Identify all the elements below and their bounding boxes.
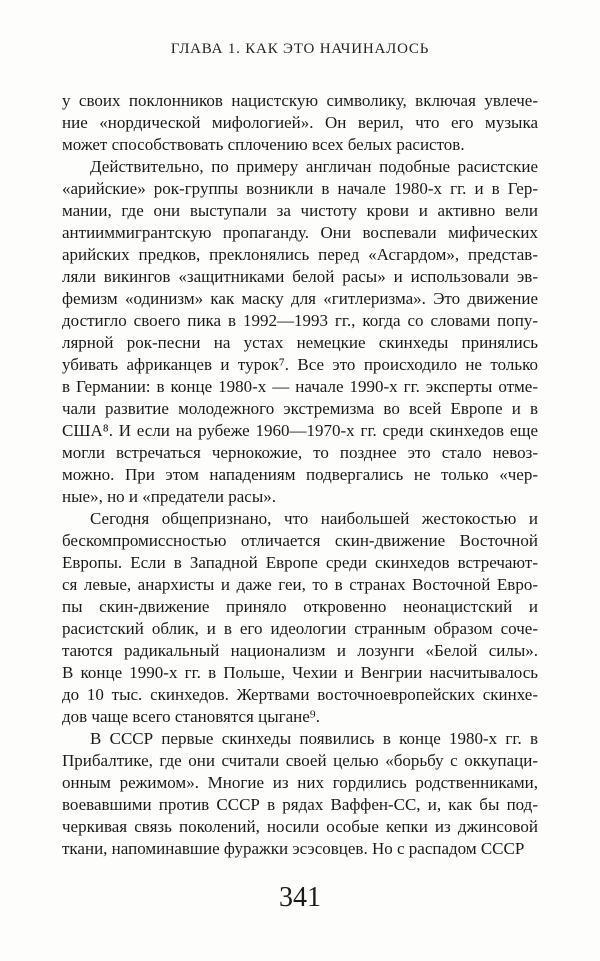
text-line: В СССР первые скинхеды появились в конце 1980-х гг. в (90, 729, 538, 748)
text-line: Прибалтике, где они считали своей целью «борьбу с оккупаци- (62, 751, 538, 770)
text-line: можно. При этом нападениям подвергались не только «чер- (62, 465, 538, 484)
text-line: арийских предков, преклонялись перед «Асгардом», представ- (62, 245, 538, 264)
text-line: могли встречаться чернокожие, то позднее это стало невоз- (62, 443, 538, 462)
text-line: США⁸. И если на рубеже 1960—1970-х гг. среди скинхедов еще (62, 421, 538, 440)
text-line: ткани, напоминавшие фуражки эсэсовцев. Но с распадом СССР (62, 839, 525, 858)
text-line: достигло своего пика в 1992—1993 гг., когда со словами попу- (62, 311, 538, 330)
text-line: воевавшими против СССР в рядах Ваффен-СС, и, как бы под- (62, 795, 538, 814)
paragraph (62, 156, 538, 508)
text-line: ляли викингов «защитниками белой расы» и использовали эв- (62, 267, 538, 286)
paragraph (62, 508, 538, 728)
page-number: 341 (279, 882, 321, 913)
paragraph (62, 90, 538, 156)
text-line: фемизм «одинизм» как маску для «гитлеризма». Это движение (62, 289, 538, 308)
text-line: чали развитие молодежного экстремизма во всей Европе и в (62, 399, 538, 418)
text-line: Действительно, по примеру англичан подобные расистские (90, 157, 538, 176)
text-line: пы скин-движение приняло откровенно неонацистский и (62, 597, 538, 616)
paragraph (62, 728, 538, 860)
text-line: лярной рок-песни на устах немецкие скинхеды принялись (62, 333, 538, 352)
text-line: у своих поклонников нацистскую символику, включая увлече- (62, 91, 538, 110)
text-line: ные», но и «предатели расы». (62, 487, 277, 506)
text-line: до 10 тыс. скинхедов. Жертвами восточноевропейских скинхе- (62, 685, 538, 704)
text-line: расистский облик, и в его идеологии странным образом соче- (62, 619, 538, 638)
running-header: ГЛАВА 1. КАК ЭТО НАЧИНАЛОСЬ (170, 41, 430, 57)
text-line: в Германии: в конце 1980-х — начале 1990-х гг. эксперты отме- (62, 377, 538, 396)
text-line: таются радикальный национализм и лозунги «Белой силы». (62, 641, 538, 660)
text-line: Сегодня общепризнано, что наибольшей жестокостью и (90, 509, 538, 528)
text-line: ние «нордической мифологией». Он верил, что его музыка (62, 113, 538, 132)
text-line: дов чаще всего становятся цыгане⁹. (62, 707, 320, 726)
text-line: онным режимом». Многие из них гордились родственниками, (62, 773, 538, 792)
body-text (62, 90, 538, 860)
text-line: антииммигрантскую пропаганду. Они воспевали мифических (62, 223, 538, 242)
text-line: бескомпромиссностью отличается скин-движение Восточной (62, 531, 538, 550)
text-line: ся левые, анархисты и даже геи, то в странах Восточной Евро- (62, 575, 538, 594)
text-line: черкивая связь поколений, носили особые кепки из джинсовой (62, 817, 538, 836)
text-line: В конце 1990-х гг. в Польше, Чехии и Венгрии насчитывалось (62, 663, 538, 682)
text-line: может способствовать сплочению всех белых расистов. (62, 135, 465, 154)
text-line: убивать африканцев и турок⁷. Все это происходило не только (62, 355, 538, 374)
text-line: мании, где они выступали за чистоту крови и активно вели (62, 201, 538, 220)
text-line: Европы. Если в Западной Европе среди скинхедов встречают- (62, 553, 538, 572)
text-line: «арийские» рок-группы возникли в начале 1980-х гг. и в Гер- (62, 179, 538, 198)
